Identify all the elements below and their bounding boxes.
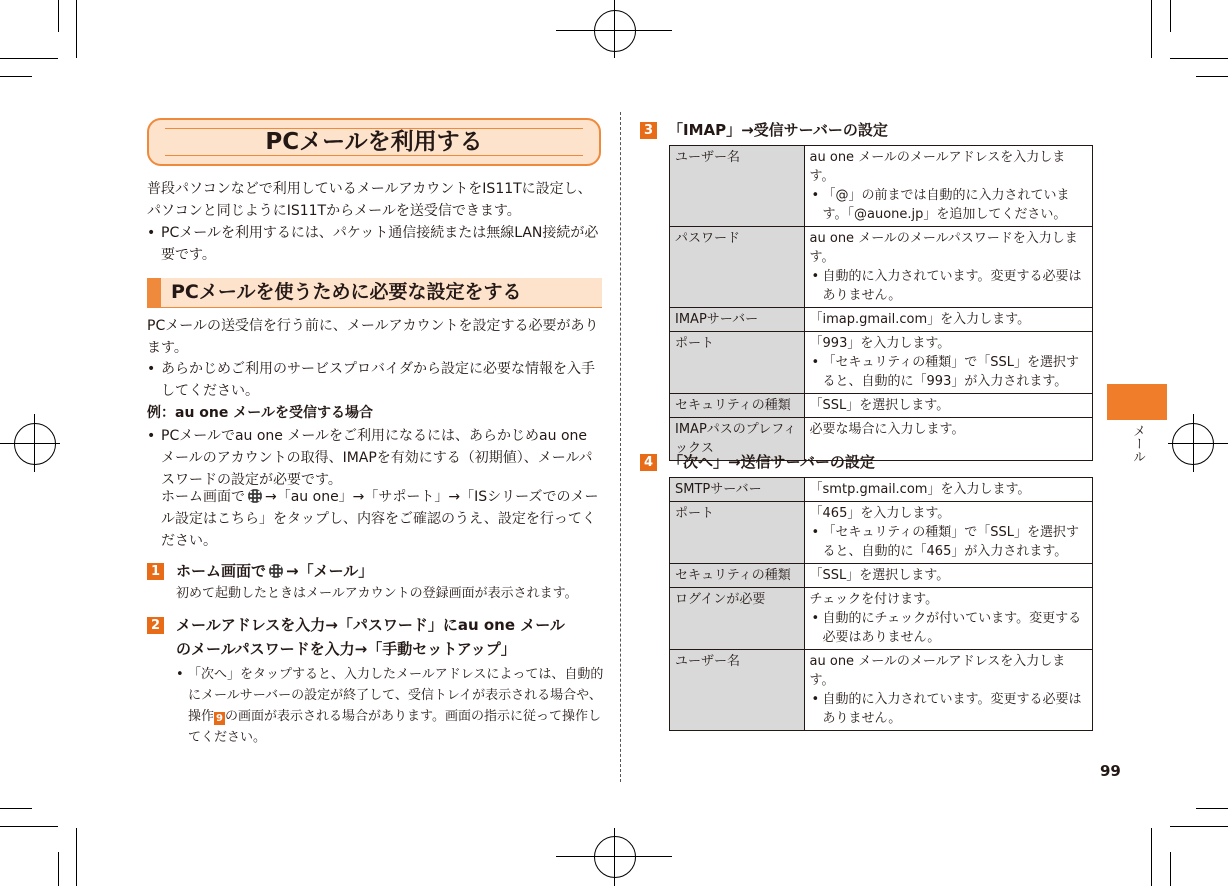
step-3-title: 「IMAP」→受信サーバーの設定 bbox=[668, 121, 888, 139]
imap-row-value-cell bbox=[804, 332, 1092, 394]
imap-row-value-cell bbox=[804, 308, 1092, 332]
imap-row-value-cell bbox=[804, 146, 1092, 227]
smtp-row-value: 「smtp.gmail.com」を入力します。 bbox=[809, 482, 1031, 497]
page-number: 99 bbox=[1100, 762, 1121, 780]
imap-row-key: IMAPサーバー bbox=[670, 308, 805, 332]
smtp-row-note: • 「セキュリティの種類」で「SSL」を選択すると、自動的に「465」が入力されます。 bbox=[810, 523, 1088, 561]
chapter-tab-label: メール bbox=[1130, 424, 1145, 463]
step-2-bullet-post: の画面が表示される場合があります。画面の指示に従って操作してください。 bbox=[188, 709, 601, 745]
app-launcher-icon bbox=[248, 489, 262, 503]
home-instruction-post: →「au one」→「サポート」→「ISシリーズでのメール設定はこちら」をタップし、内容をご確認のうえ、設定を行ってください。 bbox=[161, 489, 599, 549]
imap-row-key: IMAPパスのプレフィックス bbox=[670, 418, 805, 461]
step-1-title bbox=[176, 559, 596, 583]
smtp-row-key: ポート bbox=[670, 502, 805, 564]
imap-row-key: ユーザー名 bbox=[670, 146, 805, 227]
smtp-row bbox=[670, 564, 1093, 588]
page-title-banner bbox=[147, 118, 601, 166]
imap-row-note: • 「セキュリティの種類」で「SSL」を選択すると、自動的に「993」が入力されます。 bbox=[810, 353, 1088, 391]
smtp-row-value-cell bbox=[804, 502, 1092, 564]
imap-settings-table bbox=[669, 145, 1093, 461]
step-3-number: 3 bbox=[640, 122, 657, 139]
smtp-row-value-cell bbox=[804, 564, 1092, 588]
imap-row-value: au one メールのメールパスワードを入力します。 bbox=[809, 231, 1078, 265]
smtp-row-value: チェックを付けます。 bbox=[809, 592, 939, 607]
smtp-row-note: • 自動的に入力されています。変更する必要はありません。 bbox=[810, 690, 1088, 728]
imap-row-value: 「993」を入力します。 bbox=[809, 336, 951, 351]
home-instruction-pre: ホーム画面で bbox=[161, 489, 245, 505]
imap-row bbox=[670, 227, 1093, 308]
imap-row-note: • 「@」の前までは自動的に入力されています。「@auone.jp」を追加してください。 bbox=[810, 186, 1088, 224]
imap-row-value: au one メールのメールアドレスを入力します。 bbox=[809, 150, 1066, 184]
smtp-row-value-cell bbox=[804, 478, 1092, 502]
intro-bullet: • PCメールを利用するには、パケット通信接続または無線LAN接続が必要です。 bbox=[147, 225, 599, 263]
example-bullet-text: PCメールでau one メールをご利用になるには、あらかじめau one メールのアカウントの取得、IMAPを有効にする（初期値）、メールパスワードの設定が必要です。 bbox=[161, 428, 593, 488]
smtp-row bbox=[670, 502, 1093, 564]
imap-row-key: パスワード bbox=[670, 227, 805, 308]
step-2-bullet-pre: 「次へ」をタップすると、入力したメールアドレスによっては、自動的にメールサーバーの設定が終了して、受信トレイが表示される場合や、操作 bbox=[188, 667, 604, 724]
imap-row-value: 「SSL」を選択します。 bbox=[809, 398, 950, 413]
step-1-title-post: →「メール」 bbox=[286, 562, 374, 580]
page-title: PCメールを利用する bbox=[265, 129, 483, 155]
smtp-row bbox=[670, 478, 1093, 502]
smtp-row-key: SMTPサーバー bbox=[670, 478, 805, 502]
step-1-title-pre: ホーム画面で bbox=[176, 562, 267, 580]
step-4-number: 4 bbox=[640, 454, 657, 471]
imap-row-value-cell bbox=[804, 227, 1092, 308]
imap-row-key: ポート bbox=[670, 332, 805, 394]
app-launcher-icon bbox=[269, 564, 283, 578]
imap-row-note: • 自動的に入力されています。変更する必要はありません。 bbox=[810, 267, 1088, 305]
section-bullet: • あらかじめご利用のサービスプロバイダから設定に必要な情報を入手してください。 bbox=[147, 361, 595, 399]
imap-row bbox=[670, 308, 1093, 332]
smtp-settings-table bbox=[669, 477, 1093, 731]
smtp-row-value-cell bbox=[804, 588, 1092, 650]
section-heading bbox=[147, 278, 602, 307]
smtp-row-value: 「SSL」を選択します。 bbox=[809, 568, 950, 583]
step-2-number: 2 bbox=[147, 617, 164, 634]
step-2-bullet: • 「次へ」をタップすると、入力したメールアドレスによっては、自動的にメールサーバーの設定が終了して、受信トレイが表示される場合や、操作 9 の画面が表示される場合があります。画面の指示に従って操作してください。 bbox=[176, 667, 604, 745]
step-1-note: 初めて起動したときはメールアカウントの登録画面が表示されます。 bbox=[176, 586, 578, 601]
smtp-row-value: au one メールのメールアドレスを入力します。 bbox=[809, 654, 1066, 688]
section-title: PCメールを使うために必要な設定をする bbox=[171, 281, 522, 303]
smtp-row-key: ログインが必要 bbox=[670, 588, 805, 650]
column-divider bbox=[620, 112, 621, 782]
example-heading: 例：au one メールを受信する場合 bbox=[147, 405, 373, 421]
smtp-row-key: セキュリティの種類 bbox=[670, 564, 805, 588]
step-9-ref: 9 bbox=[214, 712, 225, 725]
example-bullet: • PCメールでau one メールをご利用になるには、あらかじめau one メールのアカウントの取得、IMAPを有効にする（初期値）、メールパスワードの設定が必要です。 bbox=[147, 428, 593, 488]
smtp-row-note: • 自動的にチェックが付いています。変更する必要はありません。 bbox=[810, 609, 1088, 647]
step-4-title: 「次へ」→送信サーバーの設定 bbox=[668, 453, 875, 471]
smtp-row bbox=[670, 650, 1093, 731]
imap-row bbox=[670, 394, 1093, 418]
section-paragraph: PCメールの送受信を行う前に、メールアカウントを設定する必要があります。 bbox=[147, 318, 599, 356]
chapter-tab bbox=[1107, 384, 1167, 420]
imap-row bbox=[670, 332, 1093, 394]
imap-row-value: 必要な場合に入力します。 bbox=[809, 422, 965, 437]
smtp-row bbox=[670, 588, 1093, 650]
imap-row-value: 「imap.gmail.com」を入力します。 bbox=[809, 312, 1031, 327]
intro-paragraph: 普段パソコンなどで利用しているメールアカウントをIS11Tに設定し、パソコンと同じようにIS11Tからメールを送受信できます。 bbox=[147, 181, 592, 219]
step-2-title-line2: のメールパスワードを入力→「手動セットアップ」 bbox=[176, 640, 516, 658]
intro-bullet-text: PCメールを利用するには、パケット通信接続または無線LAN接続が必要です。 bbox=[161, 225, 599, 263]
step-2-title-line1: メールアドレスを入力→「パスワード」にau one メール bbox=[176, 616, 565, 634]
smtp-row-value-cell bbox=[804, 650, 1092, 731]
home-instruction bbox=[161, 486, 603, 552]
step-1-number: 1 bbox=[147, 563, 164, 580]
smtp-row-value: 「465」を入力します。 bbox=[809, 506, 951, 521]
imap-row-value-cell bbox=[804, 394, 1092, 418]
imap-row bbox=[670, 146, 1093, 227]
smtp-row-key: ユーザー名 bbox=[670, 650, 805, 731]
section-bullet-text: あらかじめご利用のサービスプロバイダから設定に必要な情報を入手してください。 bbox=[161, 361, 595, 399]
imap-row-key: セキュリティの種類 bbox=[670, 394, 805, 418]
